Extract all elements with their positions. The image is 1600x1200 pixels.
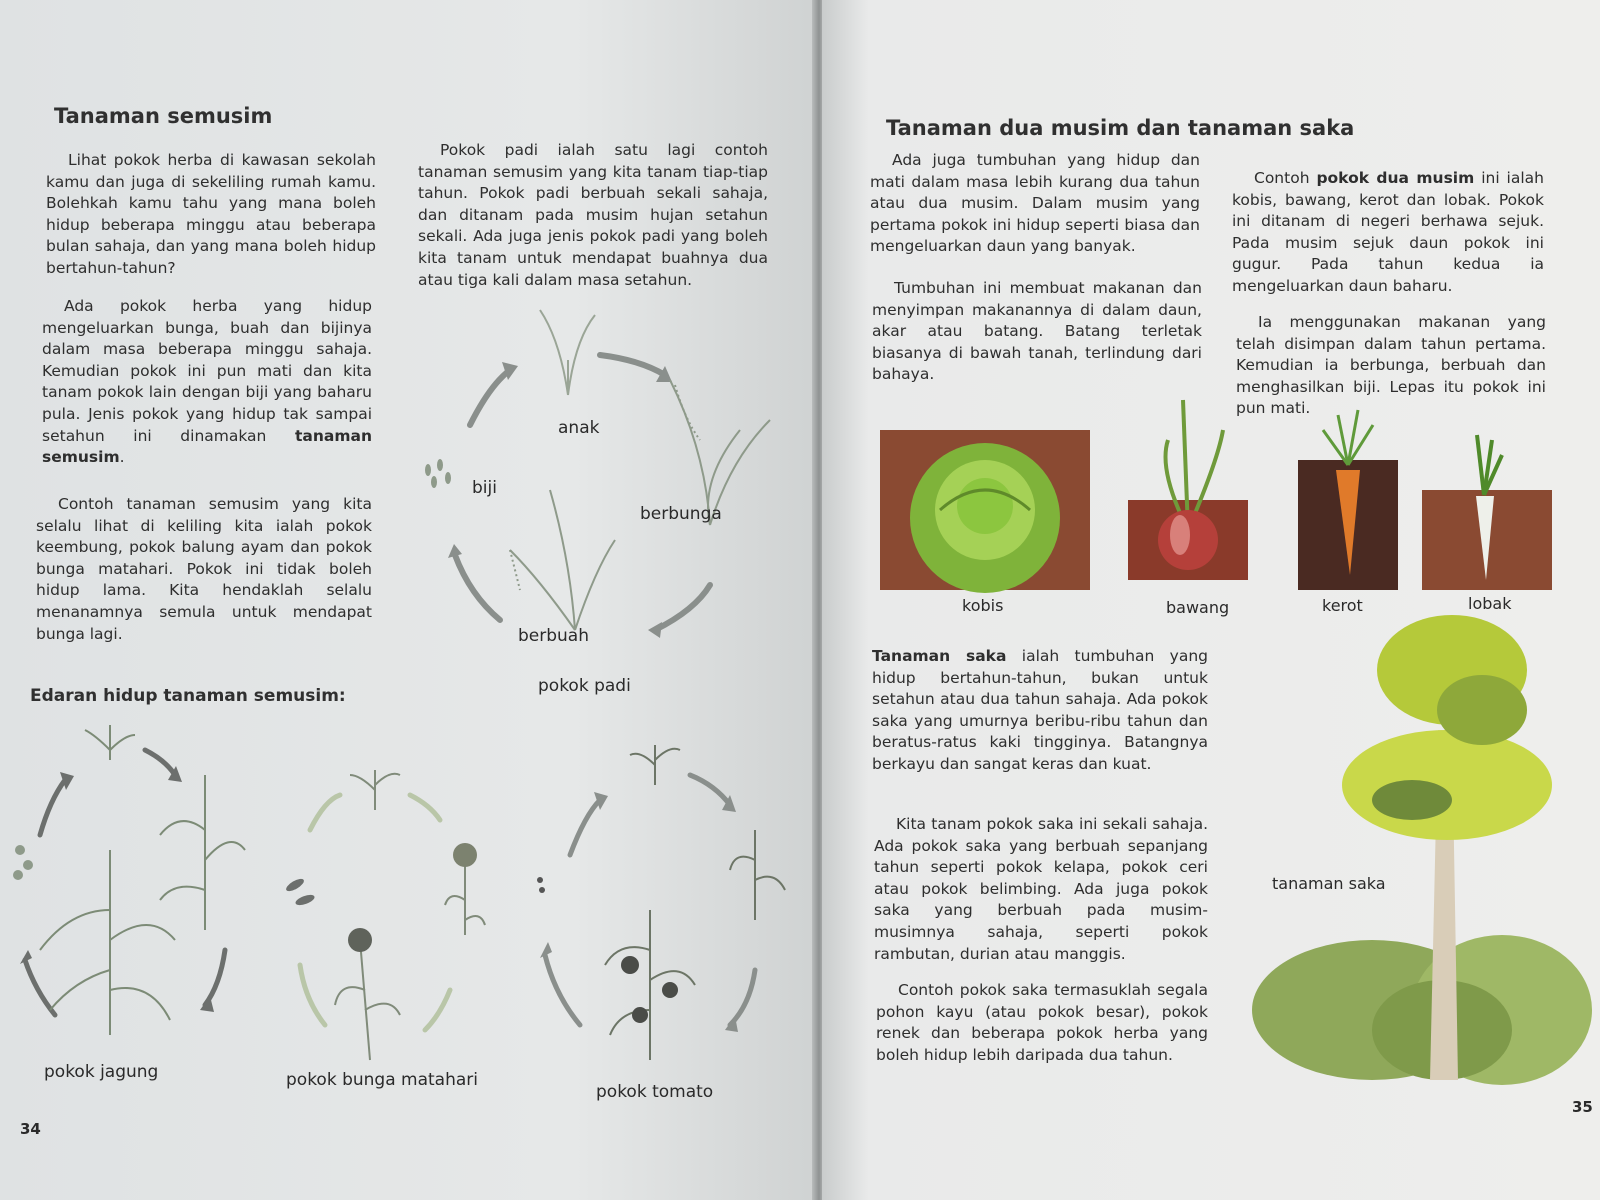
sunflower-cycle-illustration: [280, 760, 480, 1070]
caption-kobis: kobis: [962, 596, 1004, 615]
term-tanaman-saka: Tanaman saka: [872, 647, 1007, 665]
fruiting-plant: [510, 490, 615, 630]
caption-pokok-bunga-matahari: pokok bunga matahari: [286, 1070, 478, 1090]
kerot-illustration: [1298, 410, 1398, 590]
paragraph-saka-1: [872, 646, 1208, 776]
label-berbuah: berbuah: [518, 626, 589, 646]
heading-tanaman-semusim: Tanaman semusim: [54, 104, 273, 128]
paragraph-saka-3: Contoh pokok saka termasuklah segala pohon kayu (atau pokok besar), pokok renek dan beberapa pokok herba yang boleh hidup lebih daripada dua tahun.: [876, 981, 1208, 1064]
caption-lobak: lobak: [1468, 594, 1512, 613]
term-tanaman-semusim: tanaman semusim: [42, 426, 372, 467]
paragraph-1: Lihat pokok herba di kawasan sekolah kamu dan juga di sekeliling rumah kamu. Bolehkah kamu tahu yang mana boleh hidup beberapa minggu atau beberapa bulan sahaja, dan yang mana boleh hidup bertahun-tahun?: [46, 151, 376, 277]
seeds: [425, 459, 451, 488]
tomato-cycle-illustration: [530, 730, 800, 1080]
rice-cycle-illustration: [410, 300, 790, 680]
paragraph-dua-musim-3: [1232, 168, 1544, 298]
paragraph-dua-musim-2: Tumbuhan ini membuat makanan dan menyimpan makanannya di dalam daun, akar atau batang. Batang terletak biasanya di bawah tanah, terlindung dari bahaya.: [872, 279, 1202, 384]
paragraph-dua-musim-4: Ia menggunakan makanan yang telah disimpan dalam tahun pertama. Kemudian ia berbunga, berbuah dan menghasilkan biji. Lepas itu pokok ini pun mati.: [1236, 313, 1546, 418]
caption-pokok-jagung: pokok jagung: [44, 1062, 159, 1082]
paragraph-2-text: Ada pokok herba yang hidup mengeluarkan bunga, buah dan bijinya dalam masa beberapa minggu sahaja. Kemudian pokok ini pun mati dan kita tanam pokok lain dengan biji yang baharu pula. Jenis pokok yang hidup tak sampai setahun ini dinamakan: [42, 297, 372, 445]
paragraph-dua-musim-1: Ada juga tumbuhan yang hidup dan mati dalam masa lebih kurang dua tahun atau dua musim. Dalam musim yang pertama pokok ini hidup seperti biasa dan mengeluarkan daun yang banyak.: [870, 151, 1200, 256]
paragraph-saka-2: Kita tanam pokok saka ini sekali sahaja. Ada pokok saka yang berbuah sepanjang tahun seperti pokok kelapa, pokok ceri atau pokok belimbing. Ada juga pokok saka yang berbuah pada musim-musimnya sahaja, seperti pokok rambutan, durian atau manggis.: [874, 815, 1208, 963]
label-anak: anak: [558, 418, 600, 438]
paragraph-saka-1-text: ialah tumbuhan yang hidup bertahun-tahun, bukan untuk setahun atau dua tahun sahaja. Ada pokok saka yang umurnya beribu-ribu tahun dan beratus-ratus kaki tingginya. Batangnya berkayu dan sangat keras dan kuat.: [872, 647, 1209, 773]
corn-cycle-illustration: [10, 710, 280, 1070]
label-berbunga: berbunga: [640, 504, 722, 524]
tanaman-saka-illustration: [1252, 610, 1592, 1100]
paragraph-3: Contoh tanaman semusim yang kita selalu lihat di keliling kita ialah pokok keembung, pokok balung ayam dan pokok bunga matahari. Pokok ini tidak boleh hidup lama. Kita hendaklah selalu menanamnya semula untuk mendapat bunga lagi.: [36, 495, 372, 643]
lobak-illustration: [1422, 430, 1552, 590]
caption-pokok-padi: pokok padi: [538, 676, 631, 696]
page-number-right: 35: [1572, 1098, 1593, 1116]
page-number-left: 34: [20, 1120, 41, 1138]
heading-dua-musim-saka: Tanaman dua musim dan tanaman saka: [886, 116, 1355, 140]
paragraph-dua-musim-3-end: ini ialah kobis, bawang, kerot dan lobak. Pokok ini ditanam di negeri berhawa sejuk. Pada musim sejuk daun pokok ini gugur. Pada tahun kedua ia mengeluarkan daun baharu.: [1232, 169, 1544, 295]
seedling: [540, 310, 595, 395]
paragraph-dua-musim-3-text: Contoh: [1254, 169, 1317, 187]
paragraph-2-end: .: [119, 448, 125, 467]
heading-edaran: Edaran hidup tanaman semusim:: [30, 686, 346, 706]
caption-kerot: kerot: [1322, 596, 1363, 615]
label-biji: biji: [472, 478, 497, 498]
right-page: [822, 0, 1600, 1200]
bawang-illustration: [1128, 390, 1248, 590]
paragraph-2: [42, 296, 372, 469]
kobis-illustration: [880, 430, 1090, 590]
caption-tanaman-saka: tanaman saka: [1272, 874, 1386, 893]
term-pokok-dua-musim: pokok dua musim: [1316, 169, 1475, 187]
caption-pokok-tomato: pokok tomato: [596, 1082, 714, 1102]
caption-bawang: bawang: [1166, 598, 1230, 617]
paragraph-4: Pokok padi ialah satu lagi contoh tanaman semusim yang kita tanam tiap-tiap tahun. Pokok padi berbuah sekali sahaja, dan ditanam pada musim hujan setahun sekali. Ada juga jenis pokok padi yang boleh kita tanam untuk mendapat buahnya dua atau tiga kali dalam masa setahun.: [418, 141, 768, 289]
